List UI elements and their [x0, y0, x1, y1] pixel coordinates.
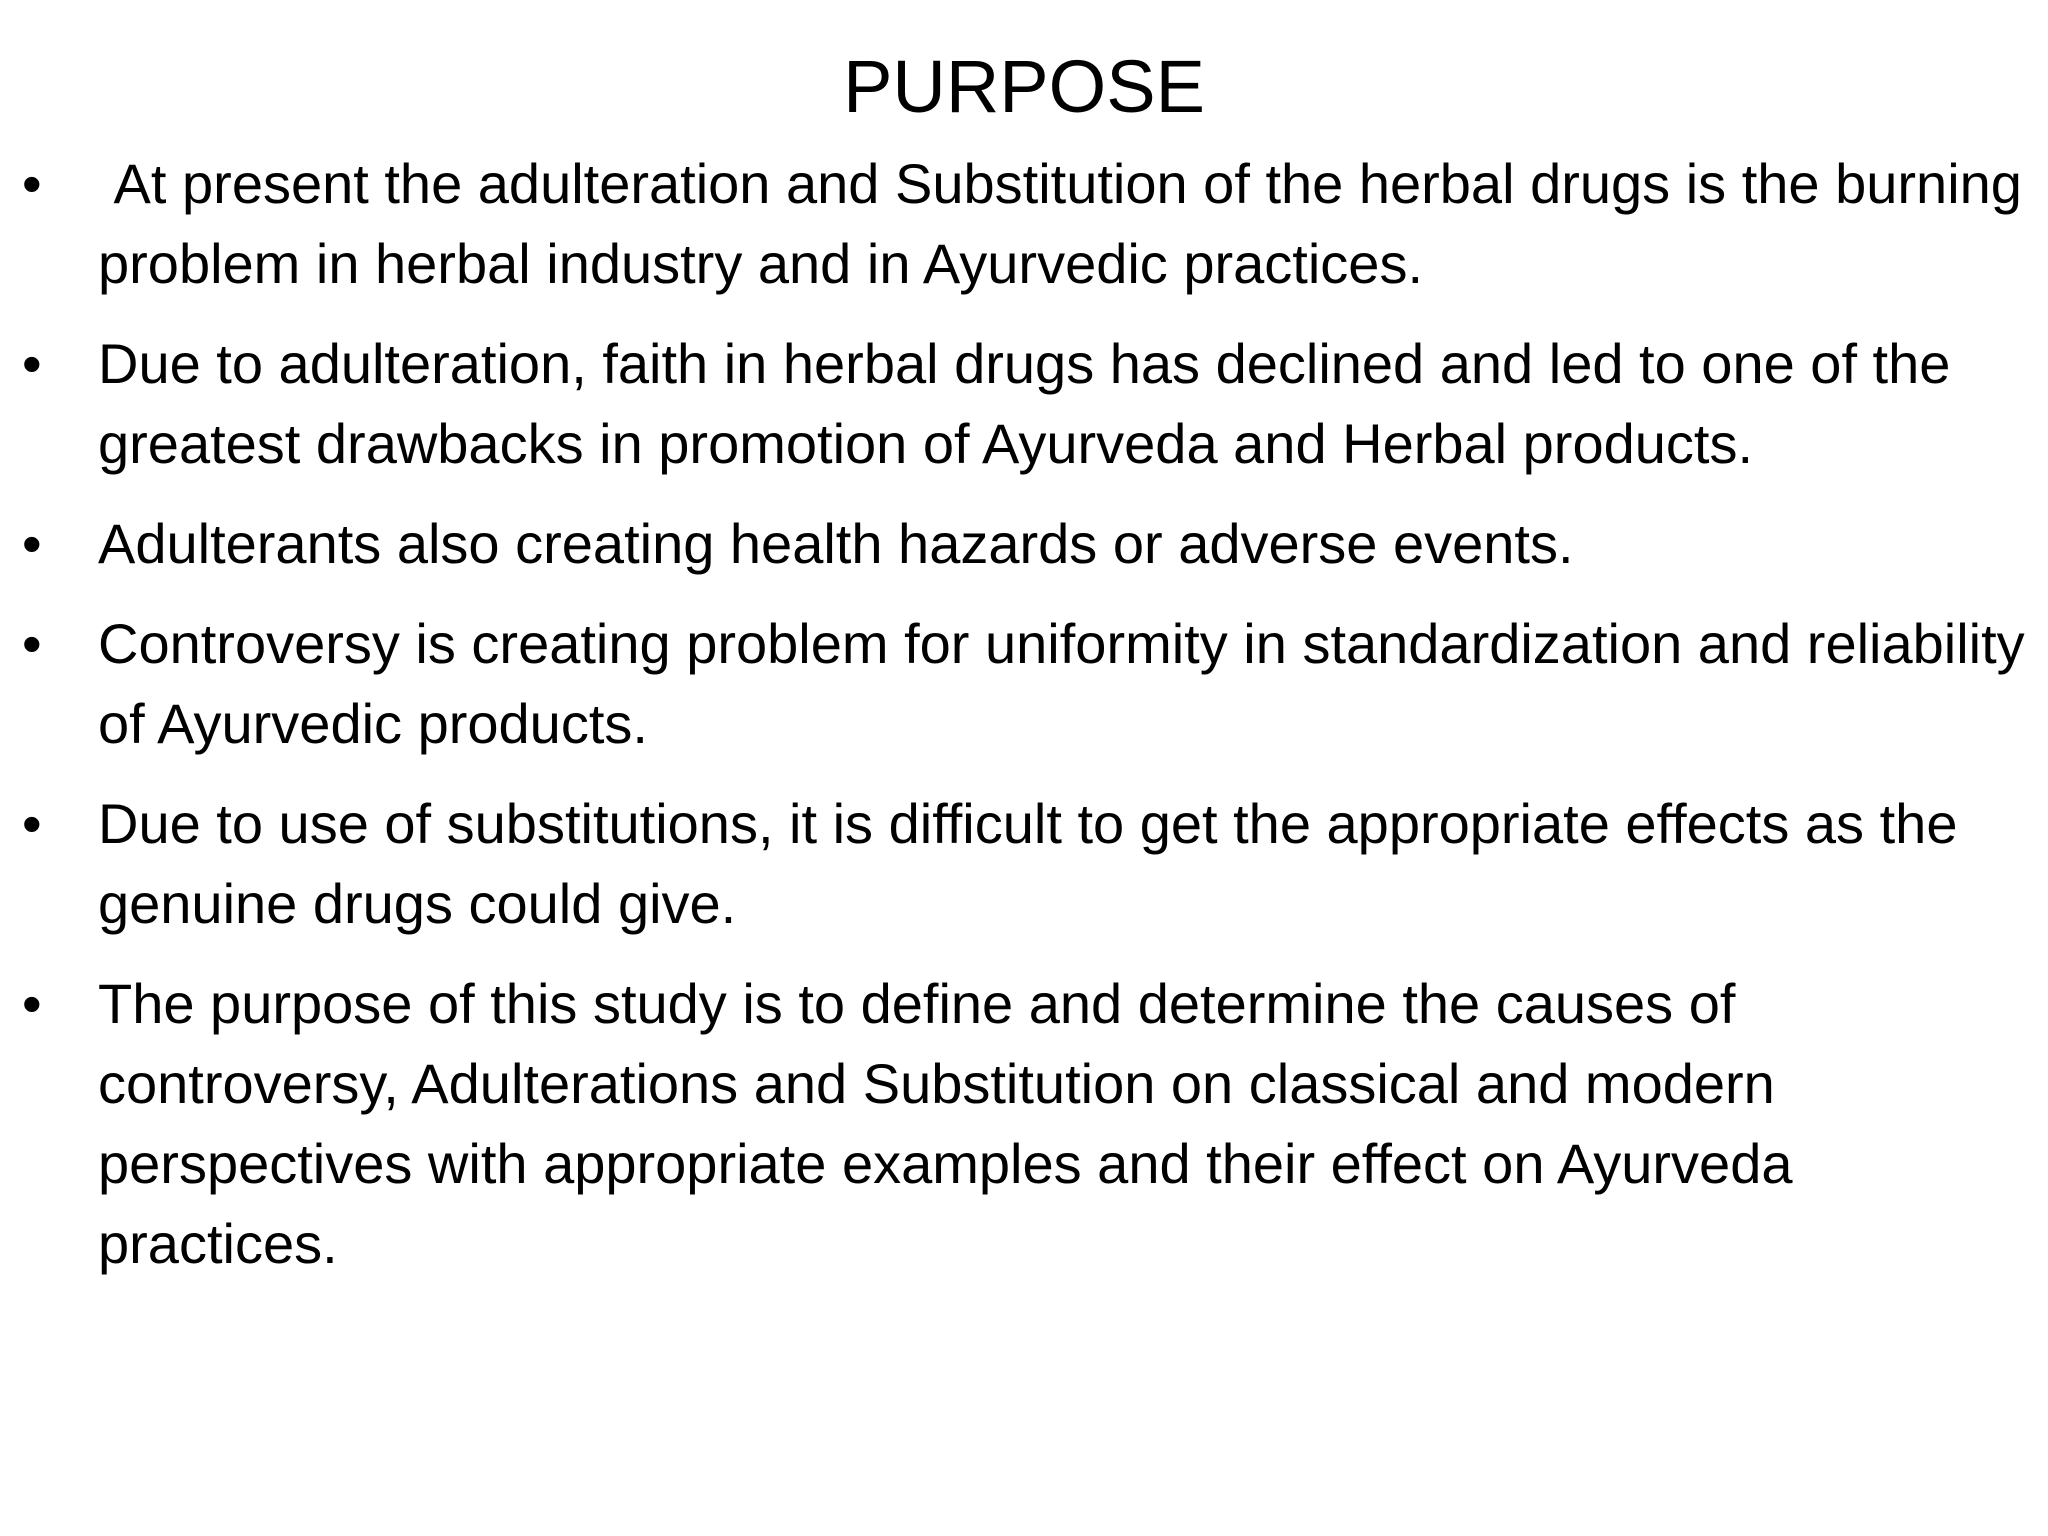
bullet-icon: • [22, 512, 42, 575]
bullet-text: Adulterants also creating health hazards or adverse events. [98, 512, 1574, 575]
bullet-item-5 [0, 784, 2048, 944]
bullet-item-2 [0, 324, 2048, 484]
bullet-text: Due to adulteration, faith in herbal drugs has declined and led to one of the greatest drawbacks in promotion of Ayurveda and Herbal products. [98, 332, 1951, 475]
bullet-text: At present the adulteration and Substitution of the herbal drugs is the burning problem in herbal industry and in Ayurvedic practices. [98, 152, 2022, 295]
bullet-icon: • [22, 972, 42, 1035]
bullet-item-4 [0, 604, 2048, 764]
bullet-icon: • [22, 332, 42, 395]
bullet-item-6 [0, 964, 2048, 1284]
bullet-icon: • [22, 792, 42, 855]
bullet-text: Controversy is creating problem for uniformity in standardization and reliability of Ayurvedic products. [98, 612, 2025, 755]
bullet-icon: • [22, 152, 42, 215]
bullet-item-3 [0, 504, 2048, 584]
bullet-icon: • [22, 612, 42, 675]
slide-title: PURPOSE [843, 45, 1205, 128]
bullet-list [0, 144, 2048, 1304]
bullet-item-1 [0, 144, 2048, 304]
bullet-text: The purpose of this study is to define and determine the causes of controversy, Adulterations and Substitution on classical and modern perspectives with appropriate examples and their effect on Ayurveda practices. [98, 972, 1793, 1275]
bullet-text: Due to use of substitutions, it is difficult to get the appropriate effects as the genuine drugs could give. [98, 792, 1958, 935]
